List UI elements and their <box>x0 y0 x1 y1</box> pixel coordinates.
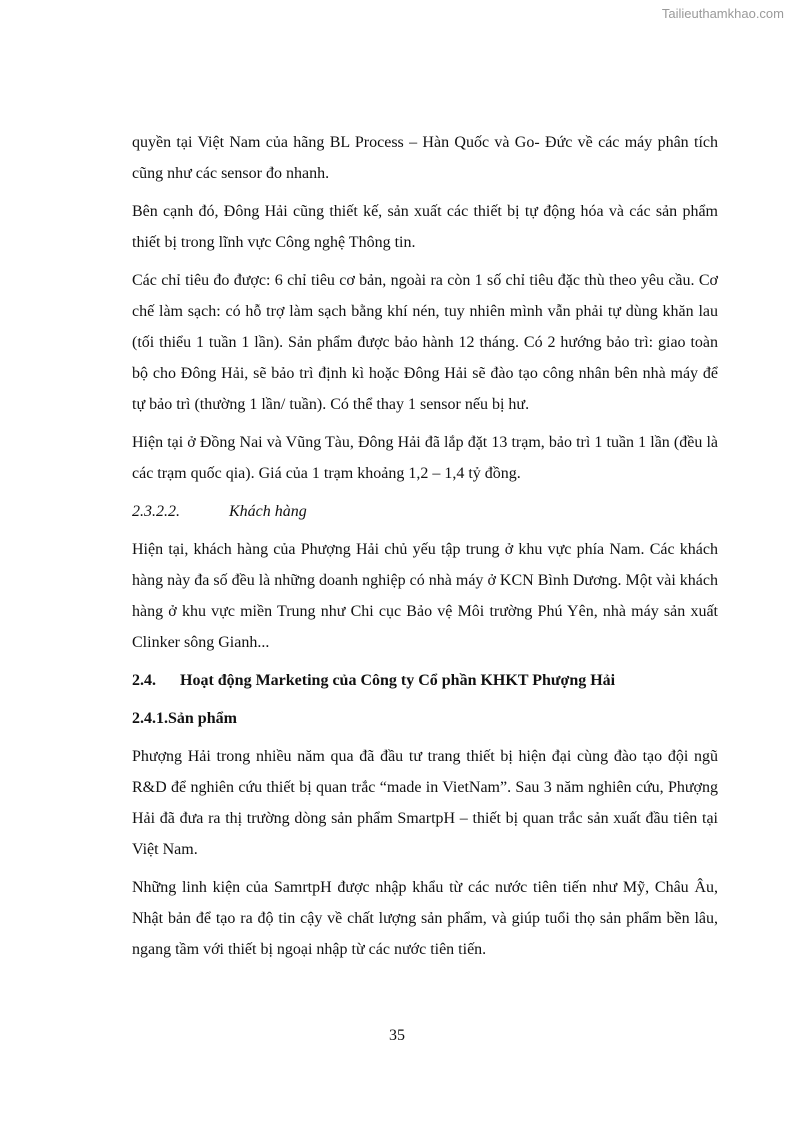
paragraph-product-rd: Phượng Hải trong nhiều năm qua đã đầu tư trang thiết bị hiện đại cùng đào tạo đội ngũ R&D để nghiên cứu thiết bị quan trắc “made in VietNam”. Sau 3 năm nghiên cứu, Phượng Hải đã đưa ra thị trường dòng sản phẩm SmartpH – thiết bị quan trắc sản xuất đầu tiên tại Việt Nam. <box>132 748 718 858</box>
subsection2-number: 2.4.1. <box>132 710 168 727</box>
subsection-heading-customers <box>132 496 718 527</box>
subsection-heading-products <box>132 703 718 734</box>
subsection2-title: Sản phẩm <box>168 710 237 727</box>
subsection-number: 2.3.2.2. <box>132 503 180 520</box>
watermark-text: Tailieuthamkhao.com <box>661 6 784 21</box>
section-number: 2.4. <box>132 672 156 689</box>
section-heading-marketing <box>132 665 718 696</box>
paragraph-stations: Hiện tại ở Đồng Nai và Vũng Tàu, Đông Hải đã lắp đặt 13 trạm, bảo trì 1 tuần 1 lần (đều là các trạm quốc qia). Giá của 1 trạm khoảng 1,2 – 1,4 tỷ đồng. <box>132 434 718 482</box>
paragraph-indicators: Các chỉ tiêu đo được: 6 chỉ tiêu cơ bản, ngoài ra còn 1 số chỉ tiêu đặc thù theo yêu cầu. Cơ chế làm sạch: có hỗ trợ làm sạch bằng khí nén, tuy nhiên mình vẫn phải tự dùng khăn lau (tối thiểu 1 tuần 1 lần). Sản phẩm được bảo hành 12 tháng. Có 2 hướng bảo trì: giao toàn bộ cho Đông Hải, sẽ bảo trì định kì hoặc Đông Hải sẽ đào tạo công nhân bên nhà máy để tự bảo trì (thường 1 lần/ tuần). Có thể thay 1 sensor nếu bị hư. <box>132 272 718 413</box>
paragraph-customers: Hiện tại, khách hàng của Phượng Hải chủ yếu tập trung ở khu vực phía Nam. Các khách hàng này đa số đều là những doanh nghiệp có nhà máy ở KCN Bình Dương. Một vài khách hàng ở khu vực miền Trung như Chi cục Bảo vệ Môi trường Phú Yên, nhà máy sản xuất Clinker sông Gianh... <box>132 541 718 651</box>
page-number: 35 <box>389 1027 405 1044</box>
paragraph-distribution: quyền tại Việt Nam của hãng BL Process – Hàn Quốc và Go- Đức về các máy phân tích cũng như các sensor đo nhanh. <box>132 134 718 182</box>
document-body <box>132 127 718 972</box>
section-title: Hoạt động Marketing của Công ty Cổ phần KHKT Phượng Hải <box>180 672 616 689</box>
paragraph-automation: Bên cạnh đó, Đông Hải cũng thiết kế, sản xuất các thiết bị tự động hóa và các sản phẩm thiết bị trong lĩnh vực Công nghệ Thông tin. <box>132 203 718 251</box>
paragraph-product-components: Những linh kiện của SamrtpH được nhập khẩu từ các nước tiên tiến như Mỹ, Châu Âu, Nhật bản để tạo ra độ tin cậy về chất lượng sản phẩm, và giúp tuổi thọ sản phẩm bền lâu, ngang tầm với thiết bị ngoại nhập từ các nước tiên tiến. <box>132 879 718 958</box>
subsection-title: Khách hàng <box>229 503 307 520</box>
